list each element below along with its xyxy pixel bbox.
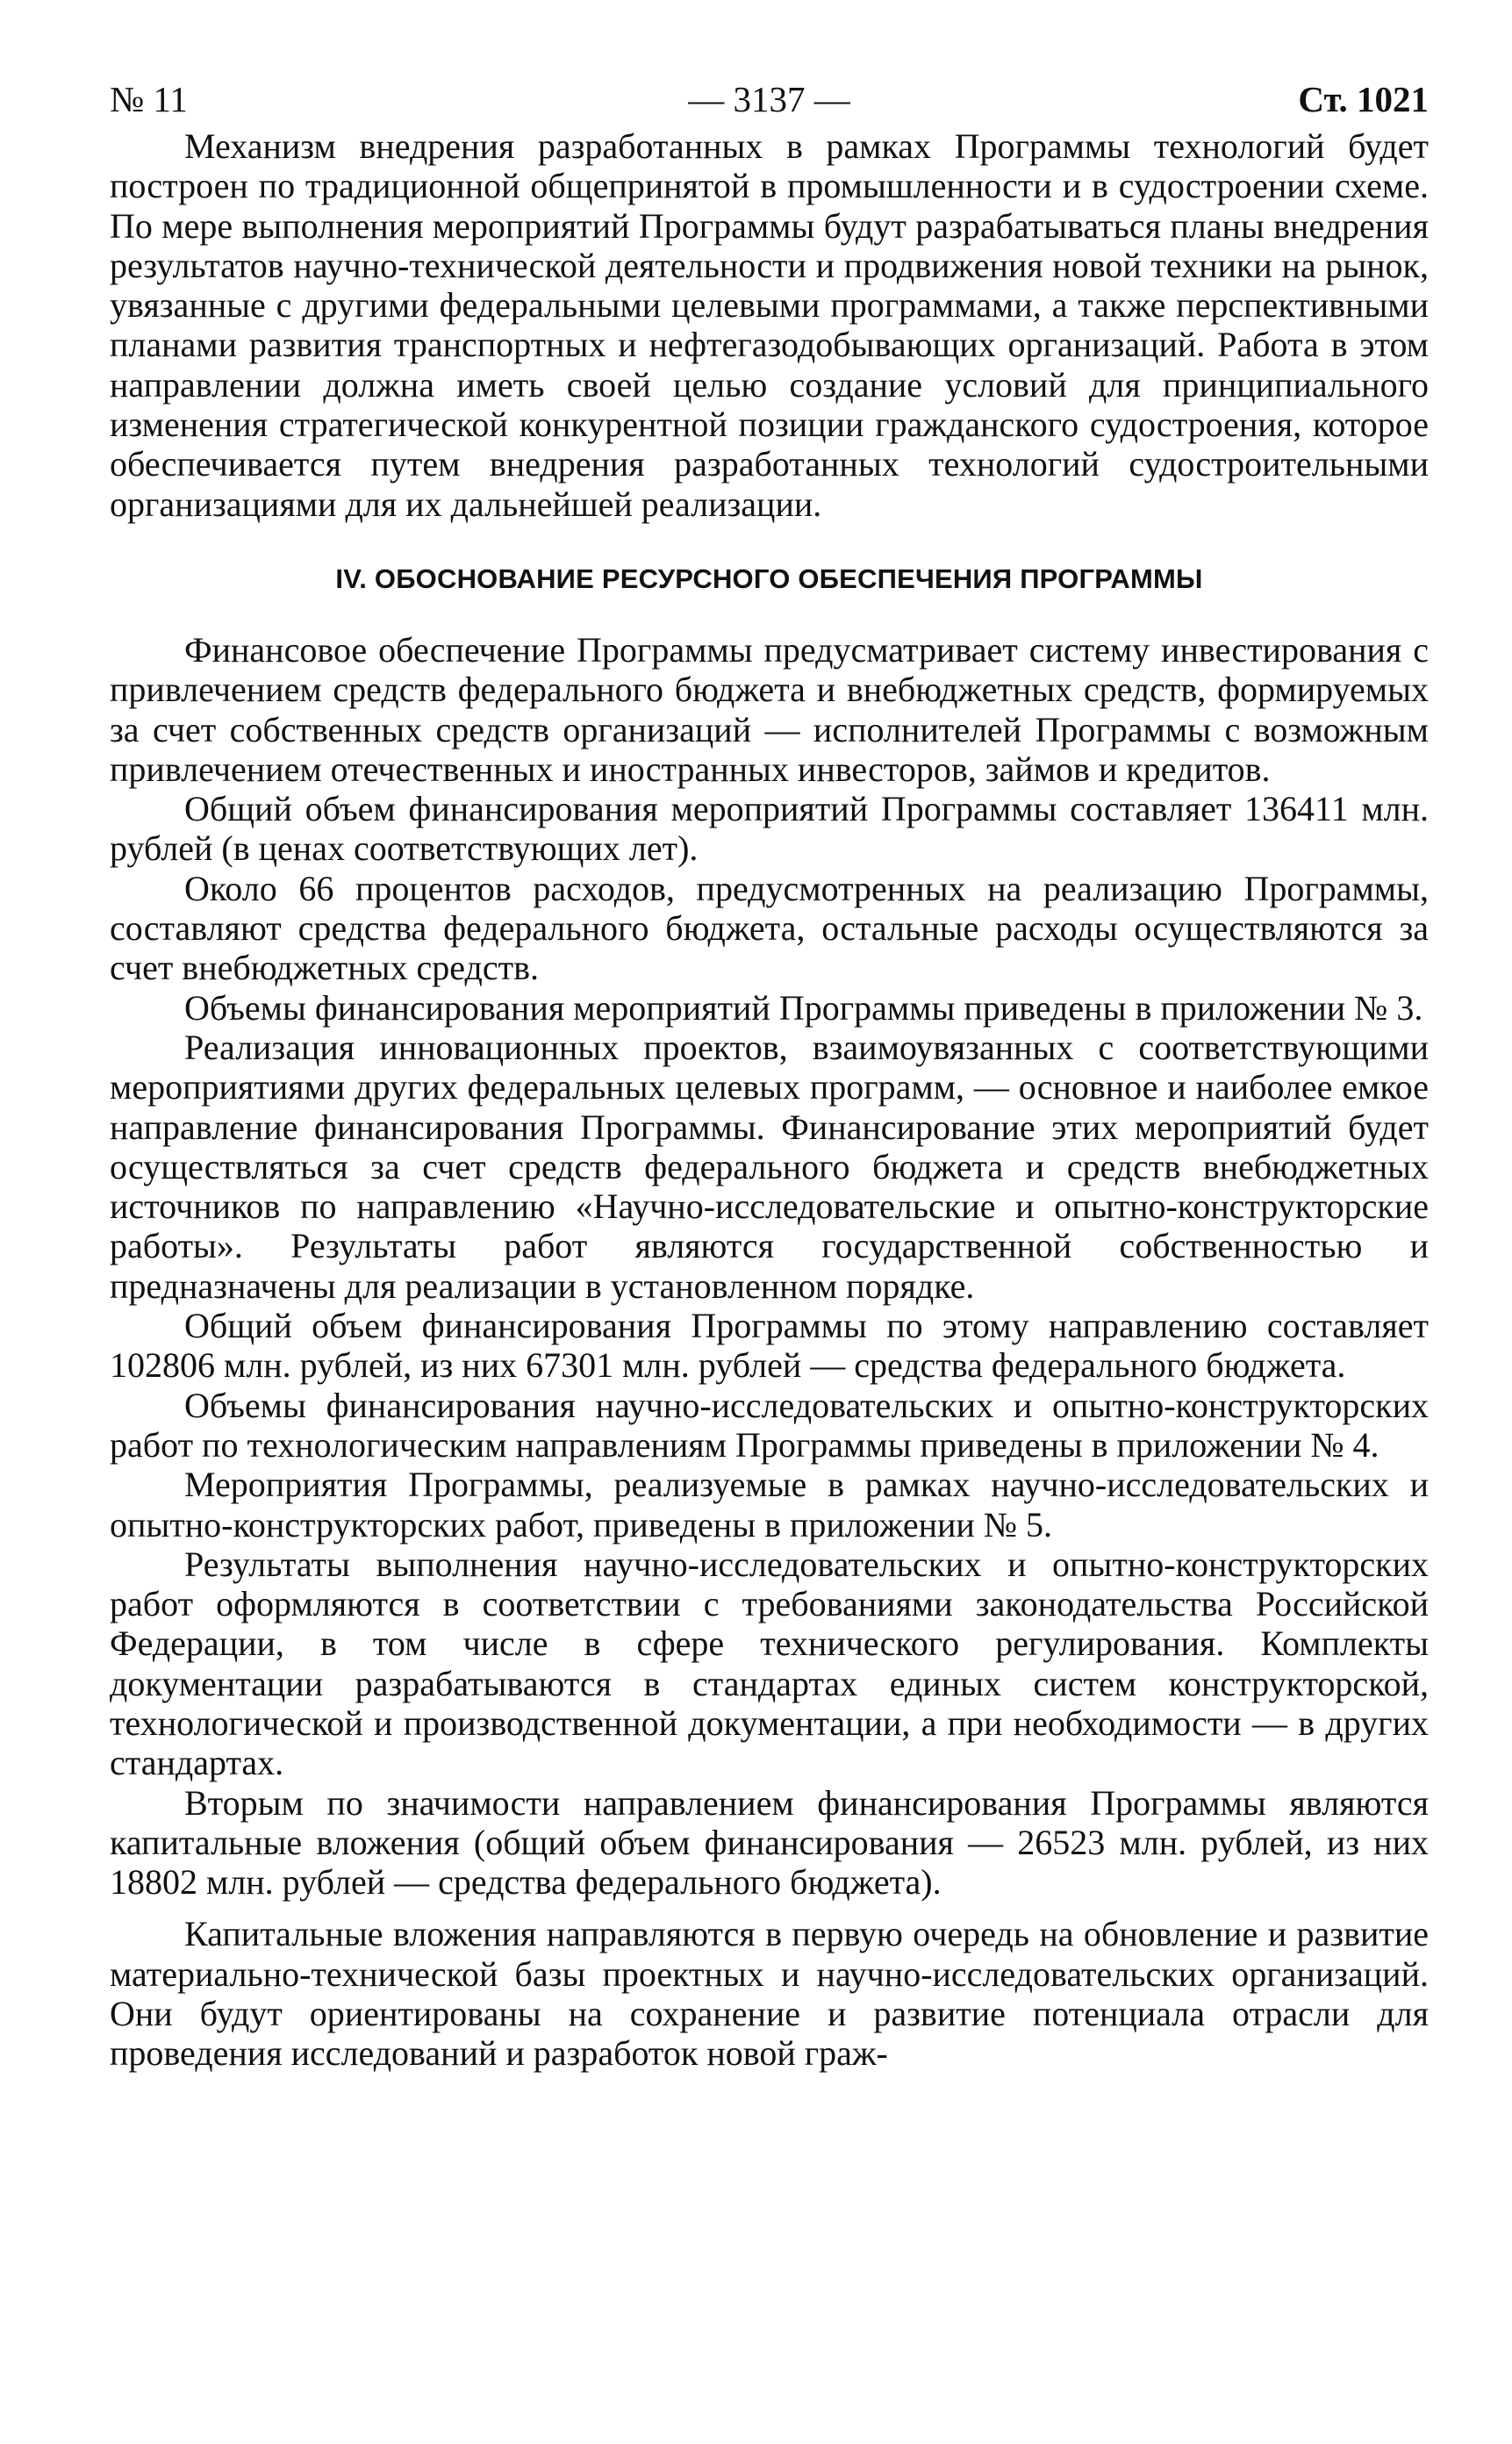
- paragraph: Реализация инновационных проектов, взаимоувязанных с соответствующими мероприятиями других федеральных целевых программ, — основное и наиболее емкое направление финансирования Программы. Финансирование этих мероприятий будет осуществляться за счет средств федерального бюджета и средств внебюджетных источников по направлению «Научно-исследовательские и опытно-конструкторские работы». Результаты работ являются государственной собственностью и предназначены для реализации в установленном порядке.: [110, 1027, 1429, 1306]
- paragraph: Вторым по значимости направлением финансирования Программы являются капитальные вложения (общий объем финансирования — 26523 млн. рублей, из них 18802 млн. рублей — средства федерального бюджета).: [110, 1782, 1429, 1903]
- page-number: — 3137 —: [688, 79, 850, 119]
- intro-paragraph: Механизм внедрения разработанных в рамках Программы технологий будет построен по традиционной общепринятой в промышленности и в судостроении схеме. По мере выполнения мероприятий Программы будут разрабатываться планы внедрения результатов научно-технической деятельности и продвижения новой техники на рынок, увязанные с другими федеральными целевыми программами, а также перспективными планами развития транспортных и нефтегазодобывающих организаций. Работа в этом направлении должна иметь своей целью создание условий для принципиального изменения стратегической конкурентной позиции гражданского судостроения, которое обеспечивается путем внедрения разработанных технологий судостроительными организациями для их дальнейшей реализации.: [110, 126, 1429, 524]
- paragraph: Общий объем финансирования мероприятий Программы составляет 136411 млн. рублей (в ценах соответствующих лет).: [110, 789, 1429, 869]
- paragraph: Объемы финансирования научно-исследовательских и опытно-конструкторских работ по технологическим направлениям Программы приведены в приложении № 4.: [110, 1385, 1429, 1465]
- paragraph: Финансовое обеспечение Программы предусматривает систему инвестирования с привлечением средств федерального бюджета и внебюджетных средств, формируемых за счет собственных средств организаций — исполнителей Программы с возможным привлечением отечественных и иностранных инвесторов, займов и кредитов.: [110, 629, 1429, 789]
- article-number: Ст. 1021: [1298, 79, 1429, 119]
- paragraph: Около 66 процентов расходов, предусмотренных на реализацию Программы, составляют средства федерального бюджета, остальные расходы осуществляются за счет внебюджетных средств.: [110, 868, 1429, 988]
- document-body: [110, 126, 1429, 2074]
- document-page: [110, 72, 1429, 2074]
- page-header: [110, 72, 1429, 126]
- issue-number: № 11: [110, 79, 188, 119]
- paragraph: Капитальные вложения направляются в первую очередь на обновление и развитие материально-технической базы проектных и научно-исследовательских организаций. Они будут ориентированы на сохранение и развитие потенциала отрасли для проведения исследований и разработок новой граж-: [110, 1914, 1429, 2074]
- paragraph: Общий объем финансирования Программы по этому направлению составляет 102806 млн. рублей, из них 67301 млн. рублей — средства федерального бюджета.: [110, 1306, 1429, 1386]
- paragraph: Результаты выполнения научно-исследовательских и опытно-конструкторских работ оформляются в соответствии с требованиями законодательства Российской Федерации, в том числе в сфере технического регулирования. Комплекты документации разрабатываются в стандартах единых систем конструкторской, технологической и производственной документации, а при необходимости — в других стандартах.: [110, 1544, 1429, 1783]
- paragraph: Объемы финансирования мероприятий Программы приведены в приложении № 3.: [184, 987, 1423, 1028]
- section-title: IV. ОБОСНОВАНИЕ РЕСУРСНОГО ОБЕСПЕЧЕНИЯ ПРОГРАММЫ: [335, 563, 1203, 594]
- paragraph: Мероприятия Программы, реализуемые в рамках научно-исследовательских и опытно-конструкторских работ, приведены в приложении № 5.: [110, 1465, 1429, 1545]
